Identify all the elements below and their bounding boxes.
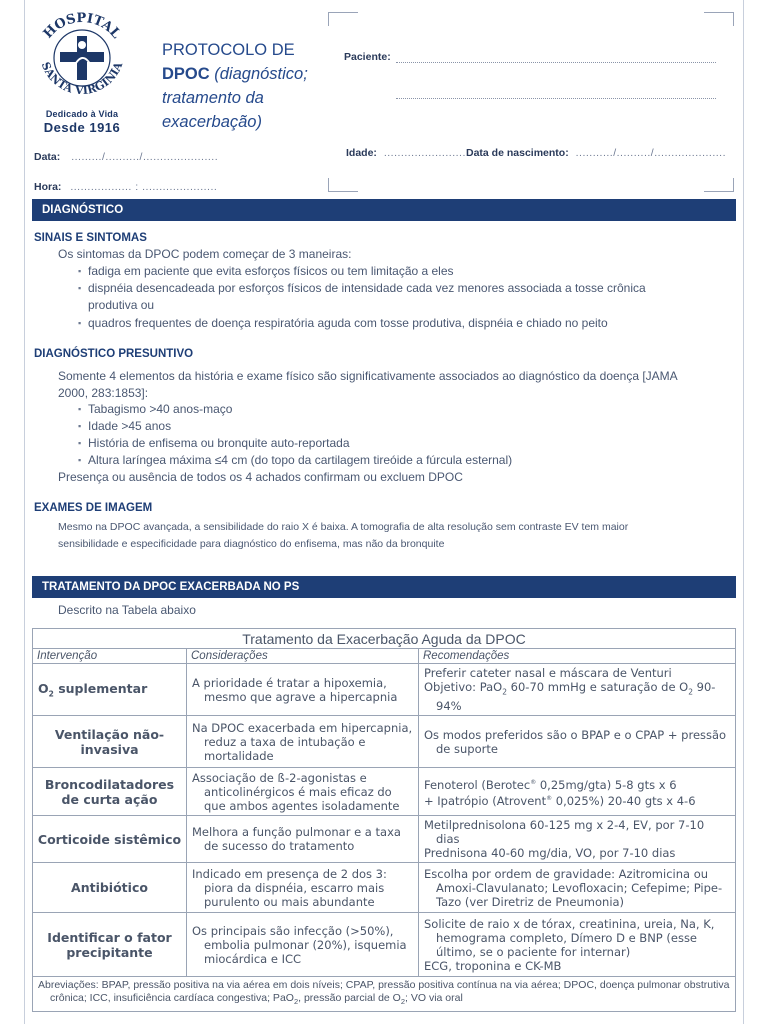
- date-value: ........./........../......................: [71, 151, 219, 163]
- time-field[interactable]: [34, 181, 217, 193]
- tratamento-intro: Descrito na Tabela abaixo: [58, 603, 196, 617]
- row-recomendacoes: Metilprednisolona 60-125 mg x 2-4, EV, por 7-10 dias Prednisona 40-60 mg/dia, VO, por 7-10 dias: [419, 816, 736, 863]
- row-recomendacoes: Os modos preferidos são o BPAP e o CPAP + pressão de suporte: [419, 716, 736, 768]
- birthdate-field[interactable]: [466, 147, 726, 159]
- abbreviations-note: Abreviações: BPAP, pressão positiva na via aérea em dois níveis; CPAP, pressão positiva contínua na via aérea; DPOC, doença pulmonar obstrutiva crônica; ICC, insuficiência cardíaca congestiva; PaO$_2$, pressão parcial de $O_2$; VO via oral: [33, 977, 736, 1012]
- row-intervencao: $O_2$ suplementar: [33, 664, 187, 716]
- col-header-intervencao: Intervenção: [33, 649, 187, 664]
- birthdate-label: Data de nascimento:: [466, 147, 569, 159]
- logo-tagline: Dedicado à Vida: [45, 109, 119, 119]
- row-recomendacoes: Preferir cateter nasal e máscara de Venturi Objetivo: PaO$_2$ 60-70 mmHg e saturação de $O_2$ 90-94%: [419, 664, 736, 716]
- presuntivo-item-3: ▪ História de enfisema ou bronquite auto-reportada: [88, 435, 350, 452]
- table-row: [33, 716, 736, 768]
- row-consideracoes: Na DPOC exacerbada em hipercapnia, reduz a taxa de intubação e mortalidade: [187, 716, 419, 768]
- birthdate-value: .........../........../.....................: [575, 147, 726, 159]
- document-title: [162, 38, 332, 134]
- presuntivo-item-2: ▪ Idade >45 anos: [88, 418, 171, 435]
- title-line-4: exacerbação): [162, 113, 262, 131]
- sinais-item-3: ▪ quadros frequentes de doença respiratória aguda com tosse produtiva, dispnéia e chiado no peito: [88, 315, 608, 332]
- heading-exames-imagem: EXAMES DE IMAGEM: [34, 502, 153, 514]
- table-title: Tratamento da Exacerbação Aguda da DPOC: [33, 629, 736, 649]
- title-bold: DPOC: [162, 65, 210, 83]
- imagem-line-1: Mesmo na DPOC avançada, a sensibilidade do raio X é baixa. A tomografia de alta resolução sem contraste EV tem maior: [58, 521, 629, 533]
- title-line-3: tratamento da: [162, 89, 264, 107]
- age-value: ........................: [383, 147, 466, 159]
- table-row: [33, 816, 736, 863]
- patient-line-2: [396, 98, 716, 99]
- section-bar-tratamento: TRATAMENTO DA DPOC EXACERBADA NO PS: [32, 576, 736, 598]
- logo-since: Desde 1916: [43, 120, 121, 135]
- svg-text:HOSPITAL: HOSPITAL: [40, 12, 124, 42]
- age-field[interactable]: [346, 147, 466, 159]
- patient-label: Paciente:: [344, 51, 391, 63]
- presuntivo-outro: Presença ou ausência de todos os 4 achados confirmam ou excluem DPOC: [58, 470, 463, 484]
- svg-text:SANTA VIRGÍNIA: SANTA VIRGÍNIA: [38, 60, 126, 98]
- title-line-1: PROTOCOLO DE: [162, 41, 295, 59]
- patient-label-area: [328, 12, 734, 192]
- patient-field[interactable]: [344, 51, 391, 63]
- presuntivo-item-1: ▪ Tabagismo >40 anos-maço: [88, 401, 232, 418]
- presuntivo-intro-2: 2000, 283:1853]:: [58, 386, 149, 400]
- title-line-2: [162, 62, 332, 86]
- heading-sinais-sintomas: SINAIS E SINTOMAS: [34, 232, 147, 244]
- row-consideracoes: Os principais são infecção (>50%), embolia pulmonar (20%), isquemia miocárdica e ICC: [187, 913, 419, 977]
- col-header-consideracoes: Considerações: [187, 649, 419, 664]
- row-consideracoes: Indicado em presença de 2 dos 3: piora da dispnéia, escarro mais purulento ou mais abundante: [187, 863, 419, 913]
- row-consideracoes: Melhora a função pulmonar e a taxa de sucesso do tratamento: [187, 816, 419, 863]
- sinais-item-1: ▪ fadiga em paciente que evita esforços físicos ou tem limitação a eles: [88, 263, 454, 280]
- sinais-item-2: ▪ dispnéia desencadeada por esforços físicos de intensidade cada vez menores associada a tosse crônica: [88, 280, 646, 297]
- row-consideracoes: Associação de ß-2-agonistas e anticolinérgicos é mais eficaz do que ambos agentes isoladamente: [187, 768, 419, 816]
- title-rest: (diagnóstico;: [209, 65, 308, 83]
- row-consideracoes: A prioridade é tratar a hipoxemia, mesmo que agrave a hipercapnia: [187, 664, 419, 716]
- patient-line-1: [396, 62, 716, 63]
- time-label: Hora:: [34, 181, 62, 193]
- imagem-line-2: sensibilidade e especificidade para diagnóstico do enfisema, mas não da bronquite: [58, 538, 445, 550]
- row-recomendacoes: Escolha por ordem de gravidade: Azitromicina ou Amoxi-Clavulanato; Levofloxacin; Cefepime; Pipe-Tazo (ver Diretriz de Pneumonia): [419, 863, 736, 913]
- presuntivo-intro-1: Somente 4 elementos da história e exame físico são significativamente associados ao diagnóstico da doença [JAMA: [58, 369, 678, 383]
- row-intervencao: Broncodilatadores de curta ação: [33, 768, 187, 816]
- row-intervencao: Antibiótico: [33, 863, 187, 913]
- table-row: [33, 863, 736, 913]
- table-row: [33, 913, 736, 977]
- heading-diagnostico-presuntivo: DIAGNÓSTICO PRESUNTIVO: [34, 348, 194, 360]
- table-footnote-row: [33, 977, 736, 1012]
- sinais-item-2-cont: produtiva ou: [88, 298, 155, 312]
- date-field[interactable]: [34, 151, 218, 163]
- time-value: .................. : ......................: [70, 181, 218, 193]
- treatment-table: [32, 628, 736, 1012]
- col-header-recomendacoes: Recomendações: [419, 649, 736, 664]
- row-recomendacoes: Fenoterol (Berotec® 0,25mg/gta) 5-8 gts x 6 + Ipatrópio (Atrovent® 0,025%) 20-40 gts x 4-6: [419, 768, 736, 816]
- row-intervencao: Ventilação não-invasiva: [33, 716, 187, 768]
- hospital-logo: [32, 12, 132, 136]
- sinais-intro: Os sintomas da DPOC podem começar de 3 maneiras:: [58, 247, 352, 261]
- row-recomendacoes: Solicite de raio x de tórax, creatinina, ureia, Na, K, hemograma completo, Dímero D e BNP (esse último, se o paciente for internar) ECG, troponina e CK-MB: [419, 913, 736, 977]
- table-row: [33, 768, 736, 816]
- table-header-row: [33, 649, 736, 664]
- age-label: Idade:: [346, 147, 377, 159]
- row-intervencao: Corticoide sistêmico: [33, 816, 187, 863]
- row-intervencao: Identificar o fator precipitante: [33, 913, 187, 977]
- presuntivo-item-4: ▪ Altura laríngea máxima ≤4 cm (do topo da cartilagem tireóide a fúrcula esternal): [88, 452, 512, 469]
- section-bar-diagnostico: DIAGNÓSTICO: [32, 199, 736, 221]
- date-label: Data:: [34, 151, 61, 163]
- table-row: [33, 664, 736, 716]
- hospital-seal-icon: [32, 12, 132, 100]
